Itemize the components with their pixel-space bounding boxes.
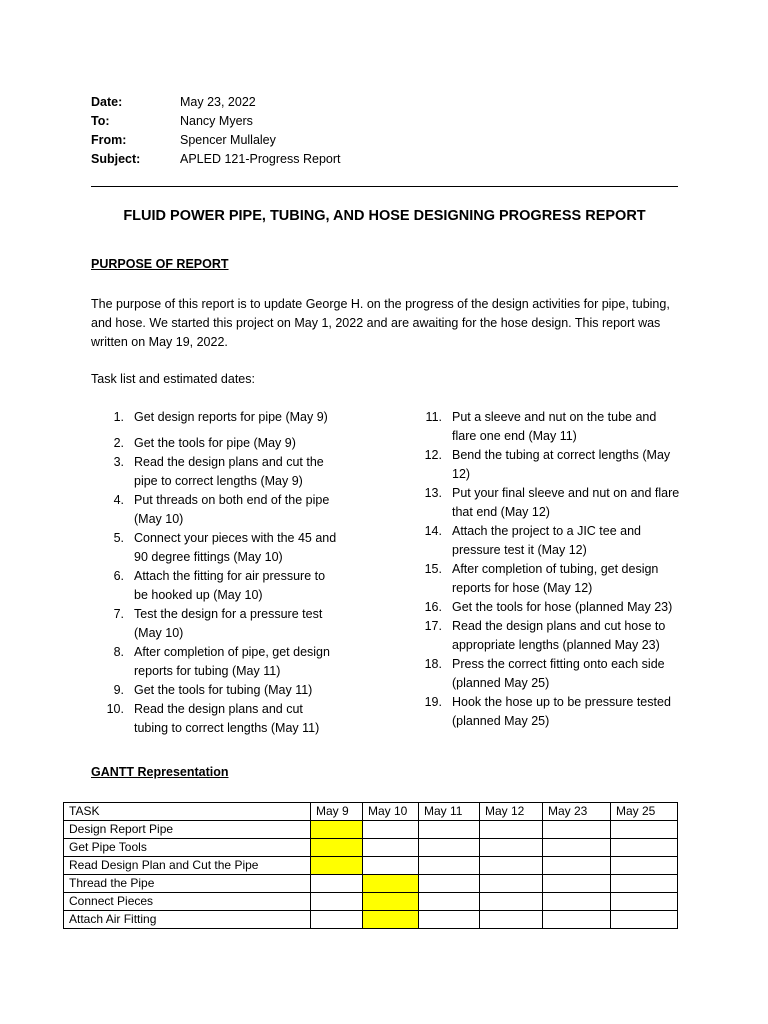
list-item (416, 693, 681, 731)
list-item (416, 655, 681, 693)
purpose-paragraph: The purpose of this report is to update George H. on the progress of the design activities for pipe, tubing, and hose. We started this project on May 1, 2022 and are awaiting for the hose design. This report was written on May 19, 2022. (91, 297, 670, 349)
subject-label: Subject: (91, 152, 141, 166)
gantt-header-may25: May 25 (611, 803, 678, 821)
list-item-text: Get design reports for pipe (May 9) (134, 410, 328, 424)
gantt-day-cell (419, 893, 480, 911)
list-item (416, 617, 681, 655)
to-value: Nancy Myers (180, 114, 253, 128)
list-item-text: Connect your pieces with the 45 and 90 degree fittings (May 10) (134, 531, 337, 564)
gantt-day-cell (611, 893, 678, 911)
list-item-number: 16. (424, 600, 442, 614)
gantt-day-cell (363, 857, 419, 875)
list-item-number: 7. (113, 607, 124, 621)
list-item-number: 18. (424, 657, 442, 671)
table-row (64, 857, 678, 875)
list-item-text: Hook the hose up to be pressure tested (planned May 25) (452, 695, 671, 728)
gantt-day-cell (419, 839, 480, 857)
list-item-number: 1. (113, 410, 124, 424)
task-list-column-1 (98, 408, 338, 738)
gantt-heading: GANTT Representation (91, 765, 229, 779)
gantt-header-may12: May 12 (480, 803, 543, 821)
gantt-header-task: TASK (64, 803, 311, 821)
memo-subject-row (91, 150, 341, 169)
gantt-active-cell (311, 857, 363, 875)
list-item (98, 529, 338, 567)
gantt-task-cell: Read Design Plan and Cut the Pipe (64, 857, 311, 875)
gantt-active-cell (311, 839, 363, 857)
list-item-number: 13. (424, 486, 442, 500)
report-title: FLUID POWER PIPE, TUBING, AND HOSE DESIGNING PROGRESS REPORT (123, 208, 646, 224)
gantt-day-cell (311, 893, 363, 911)
gantt-task-cell: Design Report Pipe (64, 821, 311, 839)
gantt-day-cell (419, 857, 480, 875)
gantt-task-cell: Attach Air Fitting (64, 911, 311, 929)
list-item-text: Put a sleeve and nut on the tube and flare one end (May 11) (452, 410, 657, 443)
list-item-text: Read the design plans and cut tubing to correct lengths (May 11) (134, 702, 320, 735)
gantt-day-cell (480, 857, 543, 875)
gantt-active-cell (311, 821, 363, 839)
list-item-text: After completion of tubing, get design reports for hose (May 12) (452, 562, 659, 595)
list-item-text: Read the design plans and cut hose to appropriate lengths (planned May 23) (452, 619, 666, 652)
purpose-heading: PURPOSE OF REPORT (91, 257, 229, 271)
list-item-number: 19. (424, 695, 442, 709)
gantt-day-cell (611, 839, 678, 857)
list-item-text: Test the design for a pressure test (May 10) (134, 607, 323, 640)
gantt-day-cell (611, 911, 678, 929)
gantt-active-cell (363, 893, 419, 911)
gantt-active-cell (363, 911, 419, 929)
gantt-day-cell (480, 893, 543, 911)
gantt-day-cell (419, 911, 480, 929)
list-item-number: 11. (425, 410, 442, 424)
memo-from-row (91, 131, 341, 150)
list-item-number: 9. (113, 683, 124, 697)
list-item (416, 522, 681, 560)
date-value: May 23, 2022 (180, 95, 256, 109)
memo-header (91, 93, 341, 169)
gantt-table (63, 802, 678, 929)
gantt-day-cell (480, 911, 543, 929)
gantt-task-cell: Connect Pieces (64, 893, 311, 911)
gantt-day-cell (419, 821, 480, 839)
gantt-day-cell (611, 875, 678, 893)
memo-date-row (91, 93, 341, 112)
gantt-active-cell (363, 875, 419, 893)
list-item-number: 5. (113, 531, 124, 545)
list-item (416, 560, 681, 598)
gantt-header-row (64, 803, 678, 821)
gantt-day-cell (419, 875, 480, 893)
gantt-day-cell (543, 839, 611, 857)
gantt-day-cell (311, 875, 363, 893)
gantt-body (64, 821, 678, 929)
list-item (98, 700, 338, 738)
gantt-header-may10: May 10 (363, 803, 419, 821)
table-row (64, 911, 678, 929)
subject-value: APLED 121-Progress Report (180, 152, 341, 166)
list-item-text: Put your final sleeve and nut on and flare that end (May 12) (452, 486, 680, 519)
list-item (416, 446, 681, 484)
gantt-header-may9: May 9 (311, 803, 363, 821)
list-item-number: 15. (424, 562, 442, 576)
task-list-column-2 (416, 408, 681, 731)
list-item-text: After completion of pipe, get design reports for tubing (May 11) (134, 645, 330, 678)
list-item-number: 12. (424, 448, 442, 462)
gantt-header-may11: May 11 (419, 803, 480, 821)
list-item (98, 434, 338, 453)
memo-to-row (91, 112, 341, 131)
gantt-day-cell (543, 911, 611, 929)
list-item (416, 484, 681, 522)
gantt-header-may23: May 23 (543, 803, 611, 821)
table-row (64, 839, 678, 857)
list-item-text: Get the tools for tubing (May 11) (134, 683, 313, 697)
gantt-day-cell (480, 875, 543, 893)
list-item (98, 453, 338, 491)
gantt-day-cell (611, 821, 678, 839)
task-list-intro: Task list and estimated dates: (91, 372, 255, 386)
gantt-task-cell: Get Pipe Tools (64, 839, 311, 857)
list-item-text: Read the design plans and cut the pipe to correct lengths (May 9) (134, 455, 324, 488)
from-label: From: (91, 133, 127, 147)
list-item (416, 408, 681, 446)
list-item-number: 17. (424, 619, 442, 633)
gantt-day-cell (363, 839, 419, 857)
table-row (64, 893, 678, 911)
list-item (98, 408, 338, 427)
list-item (416, 598, 681, 617)
gantt-task-cell: Thread the Pipe (64, 875, 311, 893)
list-item-number: 2. (113, 436, 124, 450)
list-item-text: Attach the project to a JIC tee and pressure test it (May 12) (452, 524, 642, 557)
date-label: Date: (91, 95, 123, 109)
from-value: Spencer Mullaley (180, 133, 276, 147)
list-item-number: 10. (106, 702, 124, 716)
gantt-day-cell (311, 911, 363, 929)
gantt-day-cell (480, 839, 543, 857)
list-item-number: 3. (113, 455, 124, 469)
gantt-day-cell (480, 821, 543, 839)
list-item-text: Put threads on both end of the pipe (May 10) (134, 493, 330, 526)
gantt-day-cell (543, 821, 611, 839)
list-item (98, 491, 338, 529)
list-item-text: Attach the fitting for air pressure to be hooked up (May 10) (134, 569, 326, 602)
list-item-text: Press the correct fitting onto each side (planned May 25) (452, 657, 665, 690)
list-item-text: Get the tools for pipe (May 9) (134, 436, 296, 450)
list-item-text: Bend the tubing at correct lengths (May 12) (452, 448, 671, 481)
list-item-number: 8. (113, 645, 124, 659)
gantt-day-cell (611, 857, 678, 875)
gantt-day-cell (543, 857, 611, 875)
list-item-text: Get the tools for hose (planned May 23) (452, 600, 673, 614)
gantt-day-cell (543, 893, 611, 911)
header-divider (91, 186, 678, 187)
table-row (64, 875, 678, 893)
list-item (98, 567, 338, 605)
table-row (64, 821, 678, 839)
gantt-day-cell (363, 821, 419, 839)
to-label: To: (91, 114, 110, 128)
list-item (98, 681, 338, 700)
gantt-day-cell (543, 875, 611, 893)
list-item-number: 6. (113, 569, 124, 583)
list-item (98, 643, 338, 681)
list-item (98, 605, 338, 643)
list-item-number: 14. (424, 524, 442, 538)
list-item-number: 4. (113, 493, 124, 507)
